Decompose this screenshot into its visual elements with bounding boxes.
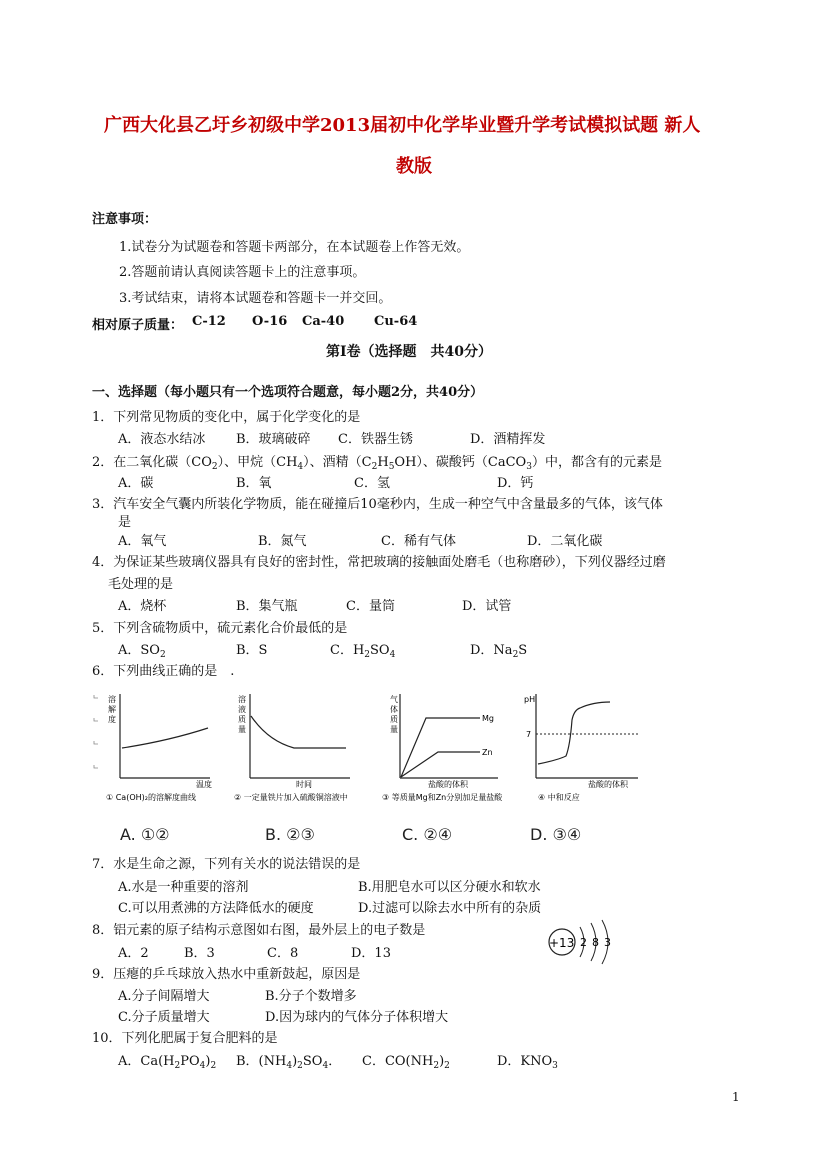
q1-option-d: D．酒精挥发 — [470, 432, 546, 447]
q8-option-c: C．8 — [267, 946, 299, 961]
graph-2-caption: ② 一定量铁片加入硫酸铜溶液中 — [234, 793, 348, 802]
q6-option-d: D. ③④ — [530, 825, 582, 844]
q8-option-b: B．3 — [184, 946, 215, 961]
notice-item-2: 2.答题前请认真阅读答题卡上的注意事项。 — [119, 265, 366, 280]
q3-option-b: B．氮气 — [258, 534, 307, 549]
q8-option-d: D．13 — [351, 946, 391, 961]
graph-3-ylabel-3: 质 — [390, 715, 398, 724]
graph-3-ylabel-4: 量 — [390, 725, 398, 734]
graph-4-ph — [524, 694, 638, 802]
q8-option-a: A．2 — [118, 946, 149, 961]
q9-option-c: C.分子质量增大 — [118, 1010, 210, 1025]
q2-option-d: D．钙 — [497, 476, 534, 491]
q2-option-a: A．碳 — [118, 476, 154, 491]
graph-3-series-mg: Mg — [482, 714, 494, 723]
q7-stem: 7．水是生命之源，下列有关水的说法错误的是 — [92, 857, 361, 872]
q3-option-c: C．稀有气体 — [381, 534, 456, 549]
atomic-mass-ca: Ca-40 — [302, 314, 345, 329]
q1-stem: 1．下列常见物质的变化中，属于化学变化的是 — [92, 410, 361, 425]
graph-1-xlabel: 温度 — [196, 780, 212, 789]
q4-option-d: D．试管 — [462, 599, 512, 614]
q4-stem: 4．为保证某些玻璃仪器具有良好的密封性，常把玻璃的接触面处磨毛（也称磨砂），下列仪器经过磨 — [92, 555, 666, 570]
q10-option-b: B．$(NH_4)_2SO_4$． — [236, 1054, 342, 1071]
graph-1-ylabel-3: 度 — [108, 715, 116, 724]
doc-title-line2: 教版 — [396, 156, 432, 177]
q5-stem: 5．下列含硫物质中，硫元素化合价最低的是 — [92, 621, 348, 636]
doc-title-line1: 广西大化县乙圩乡初级中学2013届初中化学毕业暨升学考试模拟试题 新人 — [104, 115, 701, 136]
q5-option-b: B．S — [236, 643, 268, 658]
q9-option-a: A.分子间隔增大 — [118, 989, 210, 1004]
page-number: 1 — [732, 1090, 740, 1104]
notice-item-1: 1.试卷分为试题卷和答题卡两部分，在本试题卷上作答无效。 — [119, 240, 470, 255]
part-heading: 一、选择题（每小题只有一个选项符合题意，每小题2分，共40分） — [92, 385, 484, 400]
q9-option-b: B.分子个数增多 — [265, 989, 357, 1004]
graph-2-solution-mass — [234, 694, 350, 802]
q9-option-d: D.因为球内的气体分子体积增大 — [265, 1010, 449, 1025]
q7-option-d: D.过滤可以除去水中所有的杂质 — [358, 901, 542, 916]
shell-1-electrons: 2 — [580, 936, 587, 949]
q2-option-c: C．氢 — [354, 476, 390, 491]
graph-1-ylabel-1: 溶 — [108, 695, 116, 704]
q4-option-c: C．量筒 — [346, 599, 395, 614]
q10-option-a: A．$Ca(H_2PO_4)_2$ — [118, 1054, 217, 1071]
q7-option-b: B.用肥皂水可以区分硬水和软水 — [358, 880, 541, 895]
return-marks — [94, 695, 98, 768]
q9-stem: 9．压瘪的乒乓球放入热水中重新鼓起，原因是 — [92, 967, 361, 982]
graph-3-ylabel-1: 气 — [390, 695, 398, 704]
atomic-mass-o: O-16 — [252, 314, 288, 329]
graph-3-xlabel: 盐酸的体积 — [428, 780, 468, 789]
graph-1-ylabel-2: 解 — [108, 705, 116, 714]
q6-graphs-figure — [88, 686, 648, 811]
graph-1-solubility — [106, 694, 212, 802]
q6-option-c: C. ②④ — [402, 825, 453, 844]
graph-2-ylabel-3: 质 — [238, 715, 246, 724]
shell-3-electrons: 3 — [604, 936, 611, 949]
atomic-mass-c: C-12 — [192, 314, 226, 329]
graph-4-ylabel: pH — [524, 695, 536, 704]
q4-option-b: B．集气瓶 — [236, 599, 298, 614]
graph-3-ylabel-2: 体 — [390, 705, 398, 714]
shell-2-electrons: 8 — [592, 936, 599, 949]
q7-option-c: C.可以用煮沸的方法降低水的硬度 — [118, 901, 314, 916]
q2-stem: 2．在二氧化碳$(CO_2)$、甲烷$(CH_4)$、酒精$(C_2H_5OH)$、碳酸钙（CaCO$_3$）中，都含有的元素是 — [92, 455, 662, 472]
q3-stem-cont: 是 — [118, 515, 132, 530]
q6-option-b: B. ②③ — [265, 825, 315, 844]
graph-3-gas-mass — [382, 694, 503, 802]
atomic-mass-label: 相对原子质量： — [92, 318, 184, 333]
graph-2-ylabel-2: 液 — [238, 705, 246, 714]
q10-option-c: C．$CO(NH_2)_2$ — [362, 1054, 450, 1071]
q10-option-d: D．$KNO_3$ — [497, 1054, 558, 1071]
graph-3-series-zn: Zn — [482, 748, 493, 757]
graph-2-ylabel-4: 量 — [238, 725, 246, 734]
graph-4-tick-7: 7 — [526, 730, 532, 739]
graph-2-xlabel: 时间 — [296, 780, 312, 789]
nucleus-label: +13 — [549, 936, 575, 950]
atomic-mass-cu: Cu-64 — [374, 314, 418, 329]
q3-stem: 3．汽车安全气囊内所装化学物质，能在碰撞后10毫秒内，生成一种空气中含量最多的气体，该气体 — [92, 497, 663, 512]
q8-stem: 8．铝元素的原子结构示意图如右图，最外层上的电子数是 — [92, 923, 426, 938]
q4-option-a: A．烧杯 — [118, 599, 167, 614]
q7-option-a: A.水是一种重要的溶剂 — [118, 880, 249, 895]
q2-option-b: B．氧 — [236, 476, 272, 491]
q4-stem-cont: 毛处理的是 — [108, 577, 174, 592]
q10-stem: 10．下列化肥属于复合肥料的是 — [92, 1031, 278, 1046]
q6-option-a: A. ①② — [120, 825, 170, 844]
graph-4-caption: ④ 中和反应 — [538, 793, 580, 802]
q3-option-a: A．氧气 — [118, 534, 167, 549]
notice-heading: 注意事项： — [92, 212, 158, 227]
q1-option-c: C．铁器生锈 — [338, 432, 413, 447]
q1-option-a: A．液态水结冰 — [118, 432, 206, 447]
q3-option-d: D．二氧化碳 — [527, 534, 603, 549]
q5-option-a: A．$SO_2$ — [118, 643, 166, 660]
section-title: 第Ⅰ卷（选择题 共40分） — [326, 344, 493, 360]
q5-option-d: D．$Na_2S$ — [470, 643, 528, 660]
q6-stem: 6．下列曲线正确的是 . — [92, 664, 235, 679]
q5-option-c: C．$H_2SO_4$ — [330, 643, 396, 660]
notice-item-3: 3.考试结束，请将本试题卷和答题卡一并交回。 — [119, 291, 392, 306]
graph-2-ylabel-1: 溶 — [238, 695, 246, 704]
graph-4-xlabel: 盐酸的体积 — [588, 780, 628, 789]
graph-1-caption: ① Ca(OH)₂的溶解度曲线 — [106, 793, 196, 802]
aluminum-atom-diagram — [540, 917, 630, 967]
q1-option-b: B．玻璃破碎 — [236, 432, 311, 447]
graph-3-caption: ③ 等质量Mg和Zn分别加足量盐酸 — [382, 793, 503, 802]
